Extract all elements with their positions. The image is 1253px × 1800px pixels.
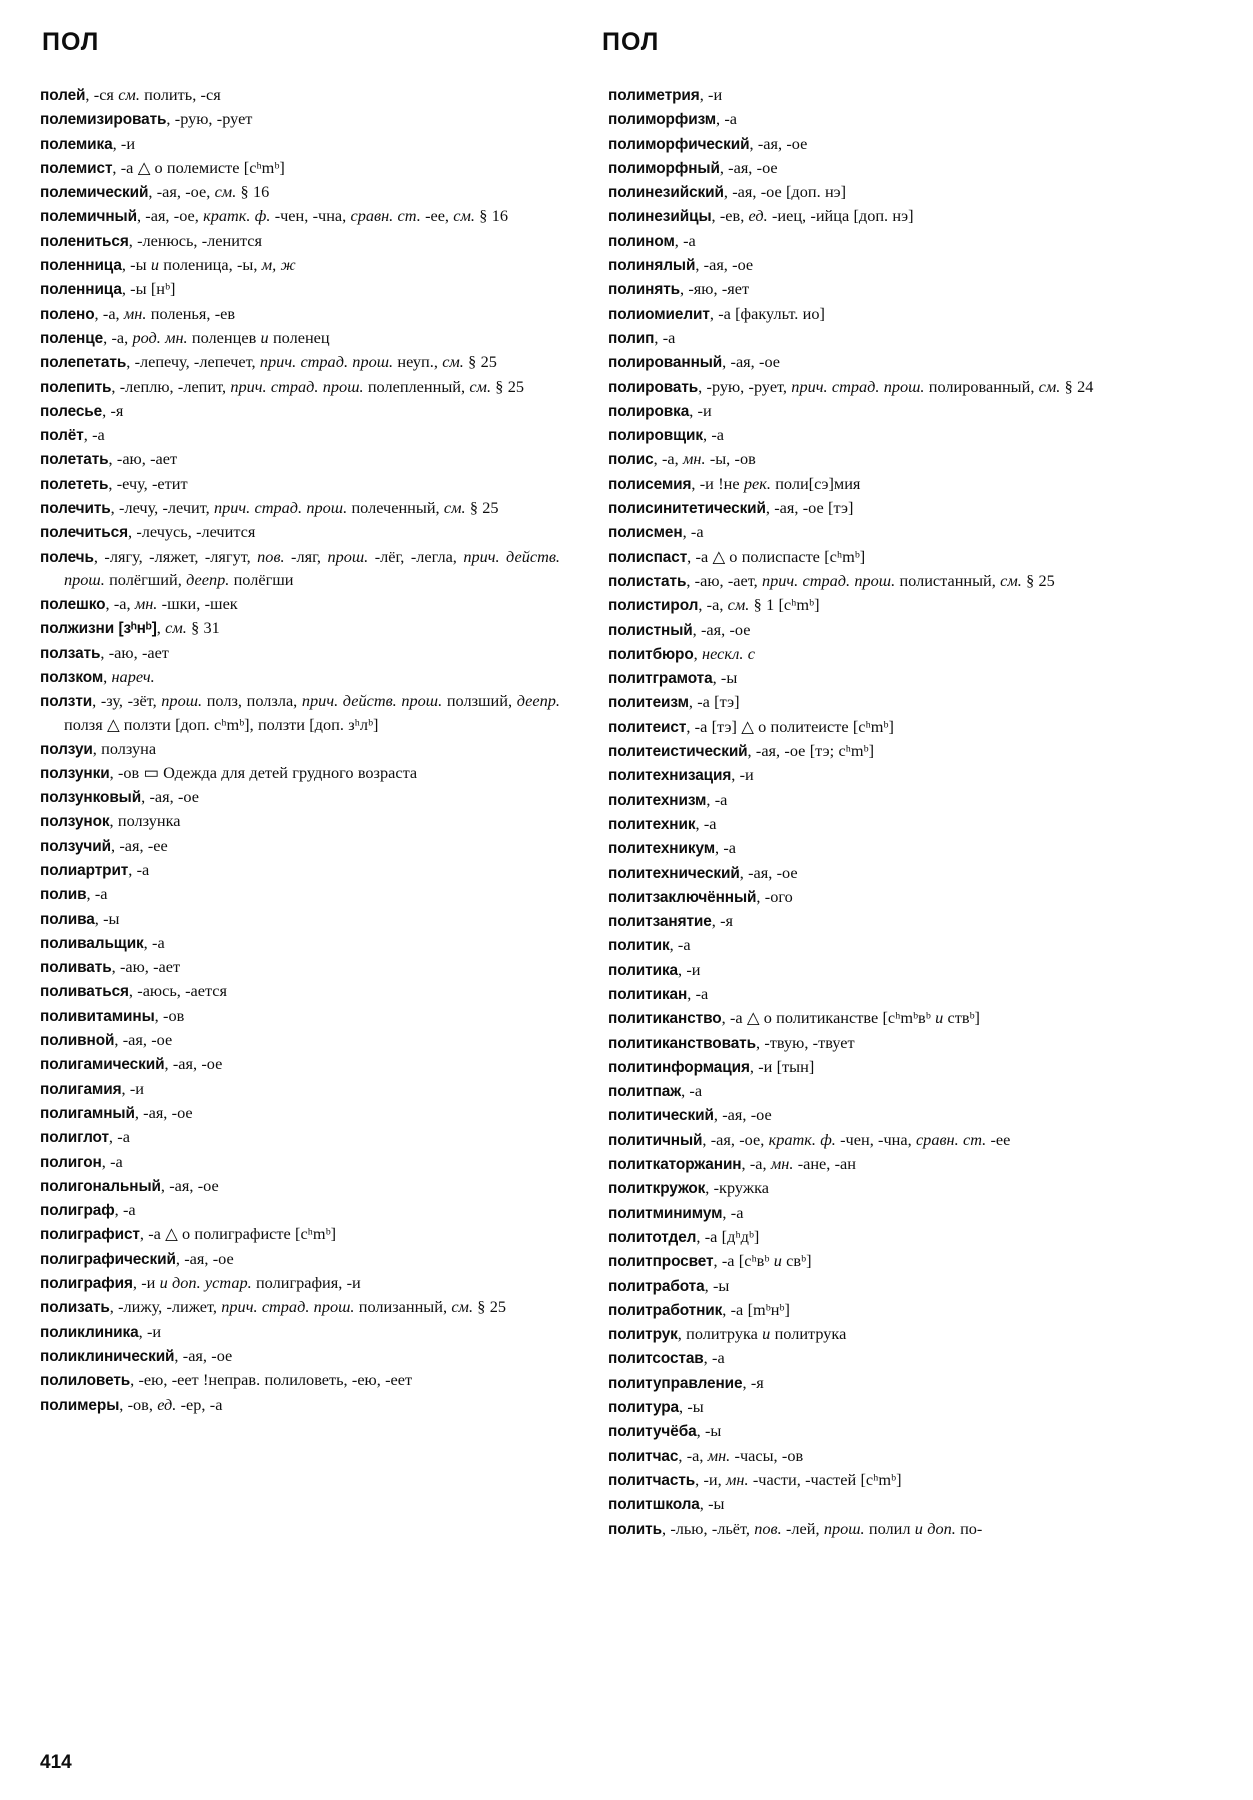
headword: политучёба (608, 1423, 697, 1441)
headword: политеизм (608, 694, 689, 712)
headword: политчасть (608, 1471, 696, 1489)
two-column-body (40, 83, 1213, 1541)
dictionary-entry: политеист, -а [тэ] △ о политеисте [сʰmᵇ] (608, 716, 894, 736)
dictionary-entry: политчас, -а, мн. -часы, -ов (608, 1445, 804, 1465)
headword: политехнический (608, 864, 740, 882)
dictionary-entry: политиканствовать, -твую, -твует (608, 1032, 855, 1052)
headword: политик (608, 937, 670, 955)
headword: полиграфист (40, 1226, 140, 1244)
headword: ползунок (40, 813, 110, 831)
dictionary-entry: политкаторжанин, -а, мн. -ане, -ан (608, 1154, 857, 1174)
dictionary-entry: полигамический, -ая, -ое (40, 1054, 223, 1074)
headword: полиглот (40, 1129, 109, 1147)
dictionary-entry: политехник, -а (608, 813, 717, 833)
headword: политичный (608, 1131, 703, 1149)
headword: поленница (40, 281, 122, 299)
dictionary-entry: полировщик, -а (608, 425, 724, 445)
headword: поливитамины (40, 1007, 155, 1025)
dictionary-entry: ползуи, ползуна (40, 738, 157, 758)
headword: политзанятие (608, 913, 712, 931)
headword: политпросвет (608, 1253, 714, 1271)
dictionary-entry: полировка, -и (608, 400, 712, 420)
headword: политотдел (608, 1228, 697, 1246)
dictionary-entry: поленница, -ы [нᵇ] (40, 279, 176, 299)
headword: полином (608, 232, 675, 250)
headword: политработник (608, 1301, 723, 1319)
dictionary-entry: полинезийцы, -ев, ед. -иец, -ийца [доп. нэ] (608, 206, 914, 226)
headword: политехнизация (608, 767, 732, 785)
headword: ползунки (40, 764, 110, 782)
headword: ползать (40, 644, 101, 662)
headword: полиморфизм (608, 111, 717, 129)
dictionary-entry: политехнизация, -и (608, 765, 754, 785)
headword: полистирол (608, 597, 699, 615)
headword: полимеры (40, 1396, 120, 1414)
dictionary-entry: политминимум, -а (608, 1202, 744, 1222)
headword: полей (40, 87, 86, 104)
headword: политинформация (608, 1058, 750, 1076)
headword: полизать (40, 1299, 110, 1317)
dictionary-entry: полигамный, -ая, -ое (40, 1102, 193, 1122)
dictionary-entry: полено, -а, мн. поленья, -ев (40, 303, 236, 323)
headword: полисмен (608, 524, 683, 542)
dictionary-entry: политсостав, -а (608, 1348, 725, 1368)
headword: политиканство (608, 1010, 722, 1028)
headword: полип (608, 329, 655, 347)
headword: поленце (40, 329, 104, 347)
dictionary-entry: полиморфизм, -а (608, 109, 738, 129)
dictionary-entry: политшкола, -ы (608, 1494, 725, 1514)
dictionary-entry: поливальщик, -а (40, 932, 165, 952)
headword: полемика (40, 135, 113, 153)
dictionary-entry: полиморфический, -ая, -ое (608, 133, 808, 153)
headword: политбюро (608, 645, 694, 663)
dictionary-entry: полигамия, -и (40, 1078, 144, 1098)
page-number: 414 (40, 1752, 72, 1773)
dictionary-entry: полетать, -аю, -ает (40, 449, 178, 469)
dictionary-entry: полисемия, -и !не рек. поли[сэ]мия (608, 473, 861, 493)
dictionary-entry: полжизни [зʰнᵇ], см. § 31 (40, 618, 220, 638)
dictionary-entry: поливать, -аю, -ает (40, 957, 181, 977)
headword: политкружок (608, 1180, 706, 1198)
headword: полигон (40, 1153, 102, 1171)
headword: полировка (608, 402, 690, 420)
headword: полениться (40, 232, 129, 250)
headword: полиграф (40, 1202, 115, 1220)
dictionary-entry: политехникум, -а (608, 838, 737, 858)
headword: политпаж (608, 1083, 682, 1101)
headword: полива (40, 910, 95, 928)
headword: полиметрия (608, 87, 700, 104)
headword: поливаться (40, 983, 129, 1001)
dictionary-entry: политиканство, -а △ о политиканстве [сʰmᵇвᵇ и ствᵇ] (608, 1008, 980, 1028)
headword: политработа (608, 1277, 705, 1295)
dictionary-entry: полис, -а, мн. -ы, -ов (608, 449, 756, 469)
dictionary-entry: ползучий, -ая, -ее (40, 835, 168, 855)
dictionary-entry: полесье, -я (40, 400, 124, 420)
dictionary-entry: полиграфист, -а △ о полиграфисте [сʰmᵇ] (40, 1224, 337, 1244)
dictionary-entry: полиметрия, -и (608, 85, 723, 104)
headword: полжизни [зʰнᵇ] (40, 620, 157, 638)
dictionary-entry: политуправление, -я (608, 1372, 764, 1392)
dictionary-entry: ползунковый, -ая, -ое (40, 787, 199, 807)
dictionary-entry: ползунок, ползунка (40, 811, 181, 831)
headword: полиморфный (608, 159, 720, 177)
headword: полемический (40, 184, 149, 202)
dictionary-entry: полешко, -а, мн. -шки, -шек (40, 593, 238, 613)
headword: полистать (608, 572, 687, 590)
headword: полечить (40, 500, 111, 518)
dictionary-entry: полисмен, -а (608, 522, 704, 542)
headword: полемизировать (40, 111, 167, 129)
headword: полинялый (608, 257, 696, 275)
headword: политехникум (608, 840, 716, 858)
headword: полис (608, 451, 654, 469)
headword: политика (608, 961, 679, 979)
right-column (608, 83, 1128, 1541)
headword: полиартрит (40, 862, 129, 879)
headword: политчас (608, 1447, 679, 1465)
dictionary-entry: полиграфия, -и и доп. устар. полиграфия, -и (40, 1273, 361, 1293)
headword: полено (40, 305, 95, 323)
headword: полинезийский (608, 184, 724, 202)
dictionary-entry: политотдел, -а [дʰдᵇ] (608, 1226, 760, 1246)
headword: полисемия (608, 475, 692, 493)
dictionary-entry: политзаключённый, -ого (608, 886, 793, 906)
dictionary-entry: политический, -ая, -ое (608, 1105, 772, 1125)
dictionary-entry: ползти, -зу, -зёт, прош. полз, ползла, прич. действ. прош. ползший, деепр. ползя △ ползти [доп. сʰmᵇ], ползти [доп. зʰлᵇ] (40, 691, 560, 734)
running-head-left: ПОЛ (42, 28, 100, 56)
dictionary-entry: полиспаст, -а △ о полиспасте [сʰmᵇ] (608, 546, 866, 566)
headword: политминимум (608, 1204, 723, 1222)
dictionary-entry: полиграф, -а (40, 1200, 136, 1220)
dictionary-entry: полечь, -лягу, -ляжет, -лягут, пов. -ляг, прош. -лёг, -легла, прич. действ. прош. полёгший, деепр. полёгши (40, 546, 560, 590)
dictionary-entry: полей, -ся см. полить, -ся (40, 85, 221, 104)
dictionary-entry: полепить, -леплю, -лепит, прич. страд. прош. полепленный, см. § 25 (40, 376, 524, 396)
headword: полететь (40, 475, 109, 493)
headword: политеист (608, 718, 687, 736)
dictionary-entry: полимеры, -ов, ед. -ер, -а (40, 1394, 223, 1414)
headword: политиканствовать (608, 1034, 756, 1052)
dictionary-entry: полиомиелит, -а [факульт. ио] (608, 303, 825, 323)
headword: полинезийцы (608, 208, 712, 226)
headword: политуправление (608, 1374, 743, 1392)
headword: полигамический (40, 1056, 165, 1074)
dictionary-entry: полечиться, -лечусь, -лечится (40, 522, 256, 542)
left-column (40, 83, 560, 1541)
dictionary-entry: политеистический, -ая, -ое [тэ; сʰmᵇ] (608, 741, 875, 761)
headword: полиомиелит (608, 305, 710, 323)
dictionary-entry: полировать, -рую, -рует, прич. страд. прош. полированный, см. § 24 (608, 376, 1094, 396)
dictionary-entry: полип, -а (608, 327, 676, 347)
headword: полигамный (40, 1104, 135, 1122)
dictionary-entry: полистать, -аю, -ает, прич. страд. прош. полистанный, см. § 25 (608, 570, 1055, 590)
dictionary-entry: полепетать, -лепечу, -лепечет, прич. страд. прош. неуп., см. § 25 (40, 352, 497, 372)
dictionary-entry: политграмота, -ы (608, 668, 738, 688)
dictionary-entry: политехнизм, -а (608, 789, 728, 809)
dictionary-entry: поливаться, -аюсь, -ается (40, 981, 228, 1001)
dictionary-entry: политчасть, -и, мн. -части, -частей [сʰmᵇ] (608, 1469, 902, 1489)
headword: полить (608, 1520, 662, 1538)
headword: полиловеть (40, 1372, 131, 1390)
headword: ползком (40, 668, 104, 686)
headword: политехнизм (608, 791, 707, 809)
headword: полисинитетический (608, 500, 766, 518)
headword: ползунковый (40, 789, 142, 807)
dictionary-entry: ползать, -аю, -ает (40, 642, 169, 662)
dictionary-entry: политеизм, -а [тэ] (608, 692, 740, 712)
dictionary-entry: полемический, -ая, -ое, см. § 16 (40, 182, 270, 202)
headword: политура (608, 1399, 679, 1417)
dictionary-entry: политпаж, -а (608, 1081, 703, 1101)
dictionary-entry: полистирол, -а, см. § 1 [сʰmᵇ] (608, 595, 820, 615)
dictionary-entry: политура, -ы (608, 1397, 704, 1417)
dictionary-entry: политик, -а (608, 935, 691, 955)
dictionary-entry: поленце, -а, род. мн. поленцев и поленец (40, 327, 330, 347)
dictionary-entry: поливитамины, -ов (40, 1005, 185, 1025)
headword: ползуи (40, 740, 93, 758)
dictionary-entry: полисинитетический, -ая, -ое [тэ] (608, 498, 854, 518)
dictionary-entry: ползком, нареч. (40, 666, 155, 686)
dictionary-entry: политрук, политрука и политрука (608, 1324, 847, 1344)
headword: полив (40, 886, 87, 904)
dictionary-entry: политинформация, -и [тын] (608, 1056, 815, 1076)
headword: ползти (40, 693, 93, 711)
dictionary-entry: полиглот, -а (40, 1127, 130, 1147)
dictionary-entry: полив, -а (40, 884, 108, 904)
headword: полешко (40, 595, 106, 613)
headword: полировщик (608, 427, 703, 445)
dictionary-entry: полистный, -ая, -ое (608, 619, 751, 639)
headword: полистный (608, 621, 693, 639)
headword: полепить (40, 378, 112, 396)
headword: поликлиника (40, 1323, 139, 1341)
headword: политкаторжанин (608, 1156, 742, 1174)
headword: политикан (608, 985, 688, 1003)
dictionary-entry: полиморфный, -ая, -ое (608, 157, 778, 177)
dictionary-entry: политичный, -ая, -ое, кратк. ф. -чен, -чна, сравн. ст. -ее (608, 1129, 1011, 1149)
headword: полинять (608, 281, 681, 299)
dictionary-entry: полиграфический, -ая, -ое (40, 1248, 234, 1268)
dictionary-entry: полить, -лью, -льёт, пов. -лей, прош. полил и доп. по- (608, 1518, 983, 1538)
dictionary-entry: полигональный, -ая, -ое (40, 1175, 219, 1195)
headword: поливной (40, 1032, 115, 1050)
headword: политшкола (608, 1496, 700, 1514)
headword: полетать (40, 451, 109, 469)
dictionary-entry: полемичный, -ая, -ое, кратк. ф. -чен, -чна, сравн. ст. -ее, см. § 16 (40, 206, 508, 226)
dictionary-entry: поликлинический, -ая, -ое (40, 1345, 233, 1365)
dictionary-entry: политикан, -а (608, 983, 709, 1003)
headword: полиморфический (608, 135, 750, 153)
dictionary-entry: политкружок, -кружка (608, 1178, 769, 1198)
headword: полемичный (40, 208, 137, 226)
headword: политический (608, 1107, 714, 1125)
dictionary-entry: полигон, -а (40, 1151, 123, 1171)
dictionary-entry: полечить, -лечу, -лечит, прич. страд. прош. полеченный, см. § 25 (40, 498, 499, 518)
headword: политграмота (608, 670, 713, 688)
dictionary-entry: полениться, -ленюсь, -ленится (40, 230, 262, 250)
headword: полемист (40, 159, 113, 177)
headword: поленница (40, 257, 122, 275)
headword: политехник (608, 815, 696, 833)
headword: полечиться (40, 524, 128, 542)
headword: полесье (40, 402, 103, 420)
dictionary-entry: полёт, -а (40, 425, 105, 445)
headword: поликлинический (40, 1347, 175, 1365)
dictionary-entry: полированный, -ая, -ое (608, 352, 781, 372)
dictionary-entry: политработник, -а [mᵇнᵇ] (608, 1299, 790, 1319)
dictionary-entry: полинезийский, -ая, -ое [доп. нэ] (608, 182, 847, 202)
headword: полиграфия (40, 1275, 133, 1293)
headword: полиспаст (608, 548, 688, 566)
dictionary-entry: полинять, -яю, -яет (608, 279, 750, 299)
dictionary-entry: политзанятие, -я (608, 911, 734, 931)
dictionary-entry: поликлиника, -и (40, 1321, 162, 1341)
dictionary-entry: политехнический, -ая, -ое (608, 862, 798, 882)
dictionary-entry: политучёба, -ы (608, 1421, 722, 1441)
running-head-right: ПОЛ (602, 28, 660, 56)
dictionary-entry: полиартрит, -а (40, 860, 150, 879)
headword: полировать (608, 378, 699, 396)
dictionary-entry: полемика, -и (40, 133, 136, 153)
dictionary-entry: полемист, -а △ о полемисте [сʰmᵇ] (40, 157, 285, 177)
headword: поливать (40, 959, 112, 977)
dictionary-entry: политбюро, нескл. с (608, 643, 755, 663)
dictionary-entry: полином, -а (608, 230, 696, 250)
dictionary-entry: ползунки, -ов ▭ Одежда для детей грудного возраста (40, 762, 418, 782)
dictionary-entry: политика, -и (608, 959, 701, 979)
headword: ползучий (40, 837, 111, 855)
dictionary-entry: полизать, -лижу, -лижет, прич. страд. прош. полизанный, см. § 25 (40, 1297, 506, 1317)
headword: политрук (608, 1326, 678, 1344)
headword: полиграфический (40, 1250, 176, 1268)
headword: политеистический (608, 743, 748, 761)
headword: политсостав (608, 1350, 704, 1368)
dictionary-entry: полива, -ы (40, 908, 120, 928)
dictionary-entry: политработа, -ы (608, 1275, 730, 1295)
dictionary-entry: полемизировать, -рую, -рует (40, 109, 253, 129)
dictionary-entry: полинялый, -ая, -ое (608, 255, 754, 275)
headword: полированный (608, 354, 723, 372)
dictionary-entry: поливной, -ая, -ое (40, 1030, 173, 1050)
dictionary-entry: полиловеть, -ею, -еет !неправ. полиловеть, -ею, -еет (40, 1370, 413, 1390)
headword: полёт (40, 427, 84, 445)
headword: политзаключённый (608, 888, 757, 906)
headword: поливальщик (40, 934, 144, 952)
page-headers (40, 28, 1213, 57)
dictionary-entry: политпросвет, -а [сʰвᵇ и свᵇ] (608, 1251, 812, 1271)
headword: полигамия (40, 1080, 122, 1098)
headword: полечь (40, 548, 94, 566)
dictionary-entry: поленница, -ы и поленица, -ы, м, ж (40, 255, 296, 275)
headword: полепетать (40, 354, 127, 372)
dictionary-entry: полететь, -ечу, -етит (40, 473, 188, 493)
headword: полигональный (40, 1177, 161, 1195)
